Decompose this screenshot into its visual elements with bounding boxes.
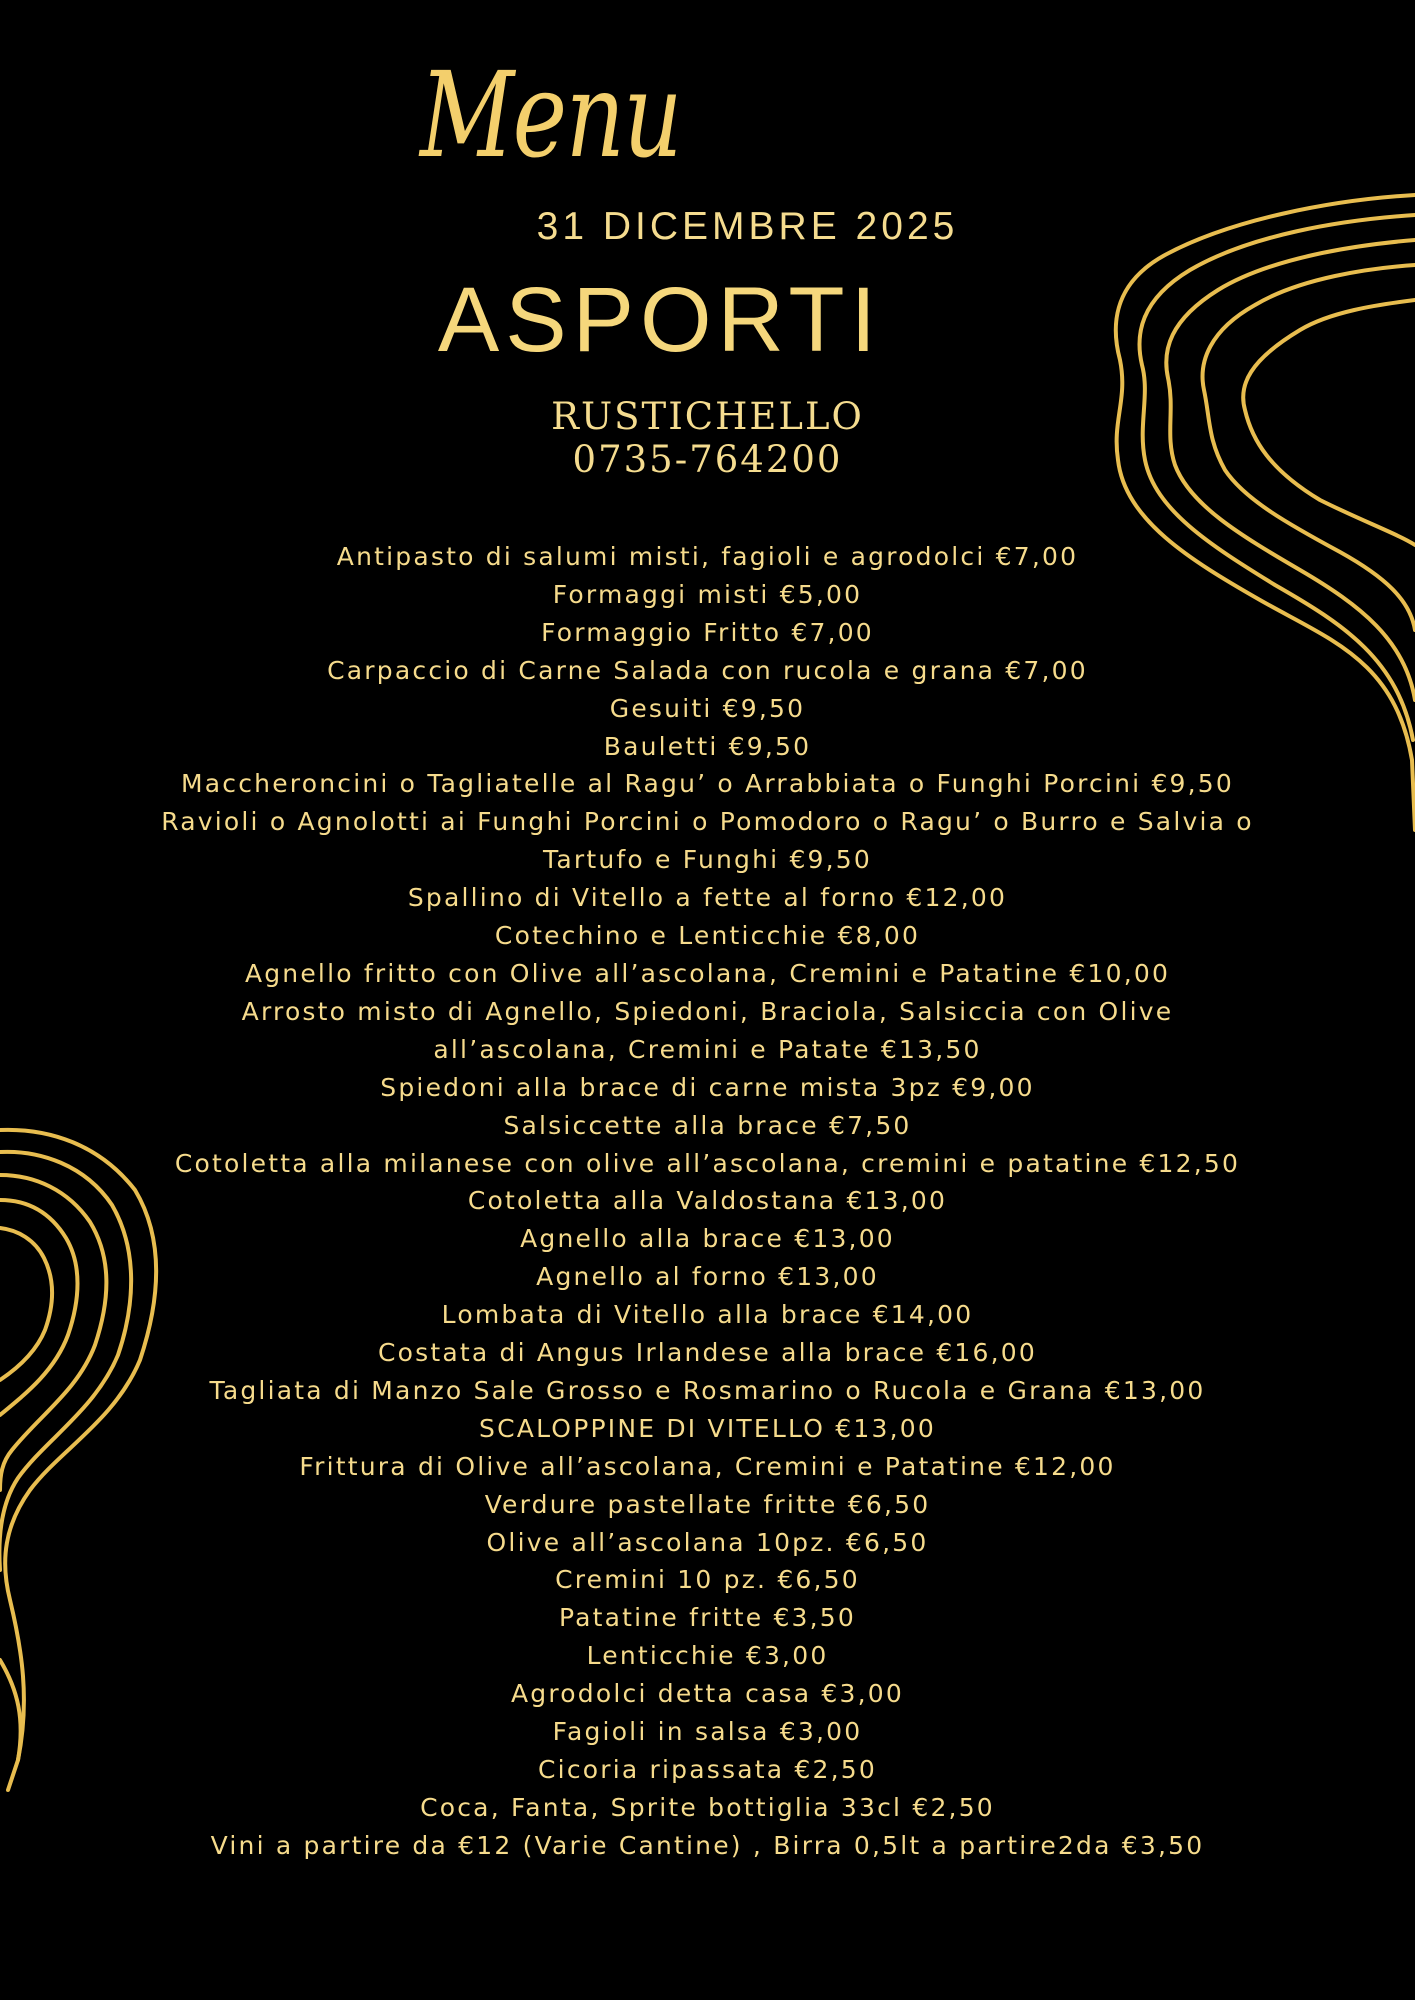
- menu-item: Gesuiti €9,50: [609, 693, 806, 723]
- menu-item: Carpaccio di Carne Salada con rucola e grana €7,00: [327, 655, 1088, 685]
- menu-item: Frittura di Olive all’ascolana, Cremini e Patatine €12,00: [299, 1451, 1116, 1481]
- menu-item: Formaggi misti €5,00: [552, 579, 863, 609]
- menu-item: Patatine fritte €3,50: [558, 1603, 857, 1633]
- menu-item: Agrodolci detta casa €3,00: [511, 1679, 904, 1709]
- menu-item: SCALOPPINE DI VITELLO €13,00: [479, 1413, 936, 1443]
- restaurant-phone: 0735-764200: [572, 438, 843, 481]
- menu-item: Agnello fritto con Olive all’ascolana, Cremini e Patatine €10,00: [244, 958, 1171, 988]
- menu-item: Verdure pastellate fritte €6,50: [484, 1489, 931, 1519]
- menu-item: Agnello al forno €13,00: [536, 1262, 879, 1292]
- menu-date: 31 DICEMBRE 2025: [536, 205, 959, 248]
- menu-item: Cremini 10 pz. €6,50: [555, 1565, 860, 1595]
- restaurant-contact: [0, 395, 1415, 481]
- menu-item: all’ascolana, Cremini e Patate €13,50: [433, 1034, 982, 1064]
- menu-item: Ravioli o Agnolotti ai Funghi Porcini o Pomodoro o Ragu’ o Burro e Salvia o: [161, 807, 1254, 837]
- menu-item: Cotechino e Lenticchie €8,00: [494, 921, 921, 951]
- menu-item: Lombata di Vitello alla brace €14,00: [441, 1300, 974, 1330]
- menu-item: Cicoria ripassata €2,50: [538, 1755, 877, 1784]
- menu-item: Agnello alla brace €13,00: [520, 1224, 895, 1254]
- menu-item: Spiedoni alla brace di carne mista 3pz €9,00: [380, 1072, 1035, 1102]
- menu-item: Vini a partire da €12 (Varie Cantine) , Birra 0,5lt a partire2da €3,50: [210, 1830, 1205, 1860]
- menu-item: Tartufo e Funghi €9,50: [542, 845, 873, 875]
- menu-item: Arrosto misto di Agnello, Spiedoni, Braciola, Salsiccia con Olive: [241, 996, 1174, 1026]
- menu-item: Coca, Fanta, Sprite bottiglia 33cl €2,50: [420, 1792, 995, 1822]
- menu-item: Costata di Angus Irlandese alla brace €16,00: [377, 1338, 1038, 1368]
- menu-item: Tagliata di Manzo Sale Grosso e Rosmarino o Rucola e Grana €13,00: [209, 1375, 1206, 1405]
- menu-item: Cotoletta alla Valdostana €13,00: [467, 1186, 948, 1216]
- menu-item: Antipasto di salumi misti, fagioli e agrodolci €7,00: [336, 542, 1079, 571]
- page-title: ASPORTI: [437, 269, 883, 371]
- menu-item: Cotoletta alla milanese con olive all’ascolana, cremini e patatine €12,50: [174, 1148, 1241, 1178]
- menu-item: Bauletti €9,50: [603, 731, 812, 761]
- restaurant-name: RUSTICHELLO: [551, 395, 864, 438]
- menu-item: Spallino di Vitello a fette al forno €12,00: [407, 883, 1008, 913]
- menu-item: Formaggio Fritto €7,00: [541, 617, 874, 647]
- menu-item: Olive all’ascolana 10pz. €6,50: [486, 1527, 929, 1557]
- script-menu-title: Menu: [420, 46, 682, 184]
- menu-item: Maccheroncini o Tagliatelle al Ragu’ o Arrabbiata o Funghi Porcini €9,50: [180, 769, 1235, 799]
- menu-item: Lenticchie €3,00: [586, 1641, 829, 1671]
- menu-items-list: [0, 538, 1415, 1865]
- menu-item: Salsiccette alla brace €7,50: [503, 1110, 912, 1140]
- menu-item: Fagioli in salsa €3,00: [552, 1717, 863, 1747]
